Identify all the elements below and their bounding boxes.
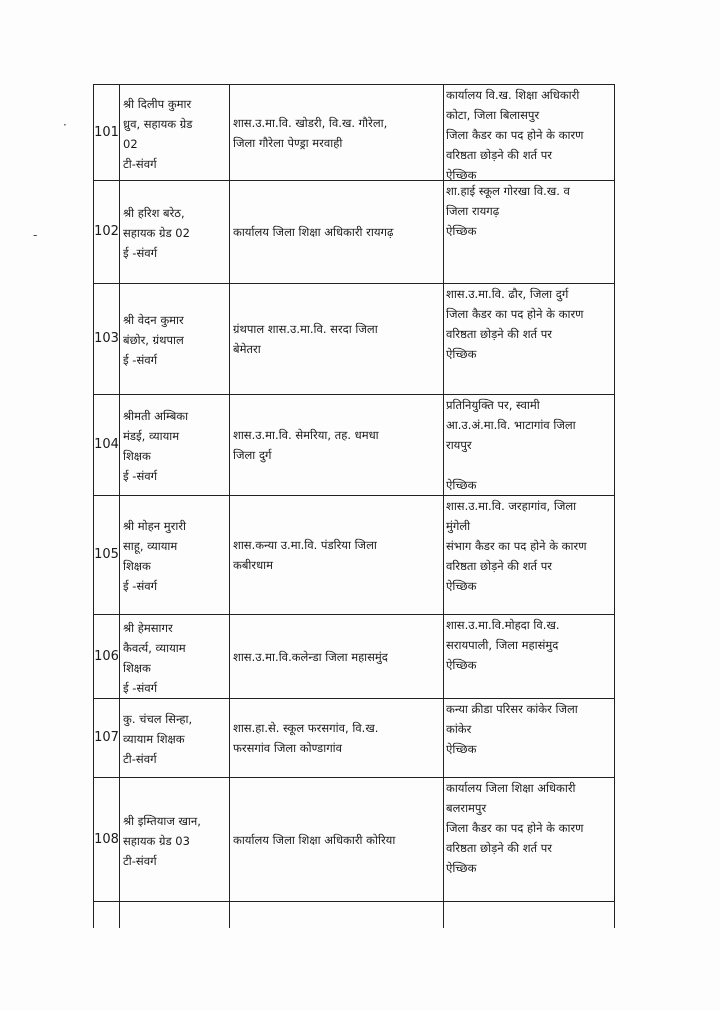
table-row	[93, 181, 615, 284]
transfer-table	[93, 84, 615, 928]
serial-number-cell	[93, 699, 119, 777]
cell-text-line: श्री हेमसागर	[123, 620, 173, 635]
cell-text-line: जिला दुर्ग	[233, 448, 272, 462]
serial-number: 108	[94, 831, 119, 847]
cell-text-line: साहू, व्यायाम	[123, 539, 178, 553]
serial-number: 105	[94, 547, 119, 562]
cell-text-line: ई -संवर्ग	[123, 353, 158, 367]
employee-name-cell	[119, 615, 229, 698]
cell-text-line	[446, 455, 612, 475]
cell-text-line: वरिष्ठता छोड़ने की शर्त पर	[446, 841, 553, 855]
cell-text-line: ऐच्छिक	[446, 742, 477, 756]
cell-text-line: ऐच्छिक	[446, 168, 477, 180]
cell-text-line: श्री मोहन मुरारी	[123, 519, 187, 533]
cell-text-line: सहायक ग्रेड 02	[123, 226, 190, 240]
employee-name-cell	[119, 699, 229, 777]
cell-text-line: कोटा, जिला बिलासपुर	[446, 108, 540, 122]
cell-text-line: प्रतिनियुक्ति पर, स्वामी	[446, 398, 540, 412]
cell-text-line: ऐच्छिक	[446, 224, 477, 238]
cell-text-line: रायपुर	[446, 438, 472, 452]
serial-number-cell	[93, 181, 119, 283]
cell-text-line: बंछोर, ग्रंथपाल	[123, 333, 184, 347]
serial-number: 106	[94, 648, 119, 664]
table-row	[93, 85, 615, 181]
cell-text-line: संभाग कैडर का पद होने के कारण	[446, 539, 587, 553]
employee-name-cell	[119, 496, 229, 614]
cell-text-line: सरायपाली, जिला महासंमुद	[446, 638, 559, 652]
cell-text-line: टी-संवर्ग	[123, 853, 157, 868]
new-posting-cell	[443, 699, 615, 777]
scan-mark: ·	[63, 118, 67, 132]
cell-text-line: ऐच्छिक	[446, 478, 477, 492]
cell-text-line: शास.उ.मा.वि. ढौर, जिला दुर्ग	[446, 287, 569, 301]
table-row-continued	[93, 902, 615, 928]
cell-text-line: शा.हाई स्कूल गोरखा वि.ख. व	[446, 184, 570, 198]
serial-number-cell	[93, 778, 119, 901]
cell-text-line: ई -संवर्ग	[123, 246, 158, 260]
cell-text-line: सहायक ग्रेड 03	[123, 833, 190, 848]
serial-number: 101	[94, 124, 119, 140]
new-posting-cell	[443, 496, 615, 614]
cell-text-line: शिक्षक	[123, 449, 151, 463]
table-row	[93, 699, 615, 778]
current-posting-cell	[229, 778, 443, 901]
cell-text-line: वरिष्ठता छोड़ने की शर्त पर	[446, 148, 553, 162]
table-row	[93, 284, 615, 395]
cell-text-line: मंडई, व्यायाम	[123, 429, 180, 443]
cell-text-line: शास.उ.मा.वि.मोहदा वि.ख.	[446, 618, 560, 632]
current-posting-cell	[229, 85, 443, 180]
current-posting-cell	[229, 181, 443, 283]
cell-text-line: वरिष्ठता छोड़ने की शर्त पर	[446, 327, 553, 341]
new-posting-cell	[443, 778, 615, 901]
empty-cell	[229, 902, 443, 928]
new-posting-cell	[443, 395, 615, 495]
cell-text-line: ध्रुव, सहायक ग्रेड	[123, 116, 193, 131]
employee-name-cell	[119, 778, 229, 901]
serial-number: 102	[94, 224, 119, 239]
cell-text-line: कबीरधाम	[233, 558, 274, 572]
cell-text-line: कार्यालय जिला शिक्षा अधिकारी	[446, 781, 576, 795]
cell-text-line: टी-संवर्ग	[123, 156, 157, 171]
employee-name-cell	[119, 181, 229, 283]
cell-text-line: श्री दिलीप कुमार	[123, 96, 192, 111]
cell-text-line: बेमेतरा	[233, 342, 261, 356]
serial-number-cell	[93, 85, 119, 180]
cell-text-line: वरिष्ठता छोड़ने की शर्त पर	[446, 559, 553, 573]
cell-text-line: शास.उ.मा.वि.कलेन्डा जिला महासमुंद	[233, 649, 388, 664]
current-posting-cell	[229, 284, 443, 394]
new-posting-cell	[443, 85, 615, 180]
cell-text-line: श्री हरिश बरेठ,	[123, 206, 185, 220]
cell-text-line: ऐच्छिक	[446, 658, 477, 672]
table-row	[93, 778, 615, 902]
cell-text-line: 02	[123, 136, 138, 151]
serial-number: 104	[94, 437, 119, 452]
cell-text-line: जिला कैडर का पद होने के कारण	[446, 821, 584, 835]
cell-text-line: टी-संवर्ग	[123, 752, 157, 766]
current-posting-cell	[229, 615, 443, 698]
cell-text-line: श्री इम्तियाज खान,	[123, 813, 201, 828]
cell-text-line: शास.उ.मा.वि. जरहागांव, जिला	[446, 499, 577, 513]
cell-text-line: शास.हा.से. स्कूल फरसगांव, वि.ख.	[233, 721, 379, 735]
cell-text-line: शास.कन्या उ.मा.वि. पंडरिया जिला	[233, 538, 377, 552]
serial-number: 103	[94, 331, 119, 346]
cell-text-line: ई -संवर्ग	[123, 680, 158, 695]
cell-text-line: शिक्षक	[123, 660, 151, 675]
cell-text-line: शास.उ.मा.वि. खोडरी, वि.ख. गौरेला,	[233, 115, 388, 130]
table-row	[93, 496, 615, 615]
cell-text-line: जिला गौरेला पेण्ड्रा मरवाही	[233, 135, 343, 150]
cell-text-line: जिला रायगढ़	[446, 204, 500, 218]
cell-text-line: शास.उ.मा.वि. सेमरिया, तह. धमधा	[233, 428, 379, 442]
cell-text-line: व्यायाम शिक्षक	[123, 732, 185, 746]
cell-text-line: ऐच्छिक	[446, 347, 477, 361]
cell-text-line: कार्यालय जिला शिक्षा अधिकारी रायगढ़	[233, 225, 394, 239]
serial-number-cell	[93, 284, 119, 394]
table-row	[93, 615, 615, 699]
empty-cell	[443, 902, 615, 928]
cell-text-line: कन्या क्रीडा परिसर कांकेर जिला	[446, 702, 578, 716]
cell-text-line: कांकेर	[446, 722, 472, 736]
current-posting-cell	[229, 699, 443, 777]
cell-text-line: बलरामपुर	[446, 801, 487, 815]
cell-text-line: ऐच्छिक	[446, 579, 477, 593]
cell-text-line: मुंगेली	[446, 519, 471, 533]
new-posting-cell	[443, 284, 615, 394]
empty-cell	[119, 902, 229, 928]
new-posting-cell	[443, 181, 615, 283]
cell-text-line: श्रीमती अम्बिका	[123, 409, 189, 423]
cell-text-line: आ.उ.अं.मा.वि. भाटागांव जिला	[446, 418, 576, 432]
table-row	[93, 395, 615, 496]
current-posting-cell	[229, 395, 443, 495]
cell-text-line: श्री वेदन कुमार	[123, 313, 184, 327]
serial-number: 107	[94, 730, 119, 745]
serial-number-cell	[93, 496, 119, 614]
cell-text-line: जिला कैडर का पद होने के कारण	[446, 307, 584, 321]
cell-text-line: ऐच्छिक	[446, 861, 477, 875]
employee-name-cell	[119, 85, 229, 180]
new-posting-cell	[443, 615, 615, 698]
cell-text-line: ई -संवर्ग	[123, 579, 158, 593]
employee-name-cell	[119, 395, 229, 495]
cell-text-line: कार्यालय जिला शिक्षा अधिकारी कोरिया	[233, 832, 396, 847]
cell-text-line: कैवर्त्य, व्यायाम	[123, 640, 186, 655]
scan-mark: -	[33, 228, 38, 242]
cell-text-line: शिक्षक	[123, 559, 151, 573]
empty-cell	[93, 902, 119, 928]
cell-text-line: कार्यालय वि.ख. शिक्षा अधिकारी	[446, 88, 580, 102]
current-posting-cell	[229, 496, 443, 614]
serial-number-cell	[93, 395, 119, 495]
employee-name-cell	[119, 284, 229, 394]
cell-text-line: ग्रंथपाल शास.उ.मा.वि. सरदा जिला	[233, 322, 378, 336]
cell-text-line: कु. चंचल सिन्हा,	[123, 712, 193, 726]
cell-text-line: ई -संवर्ग	[123, 469, 158, 483]
cell-text-line: जिला कैडर का पद होने के कारण	[446, 128, 584, 142]
cell-text-line: फरसगांव जिला कोण्डागांव	[233, 741, 343, 755]
serial-number-cell	[93, 615, 119, 698]
